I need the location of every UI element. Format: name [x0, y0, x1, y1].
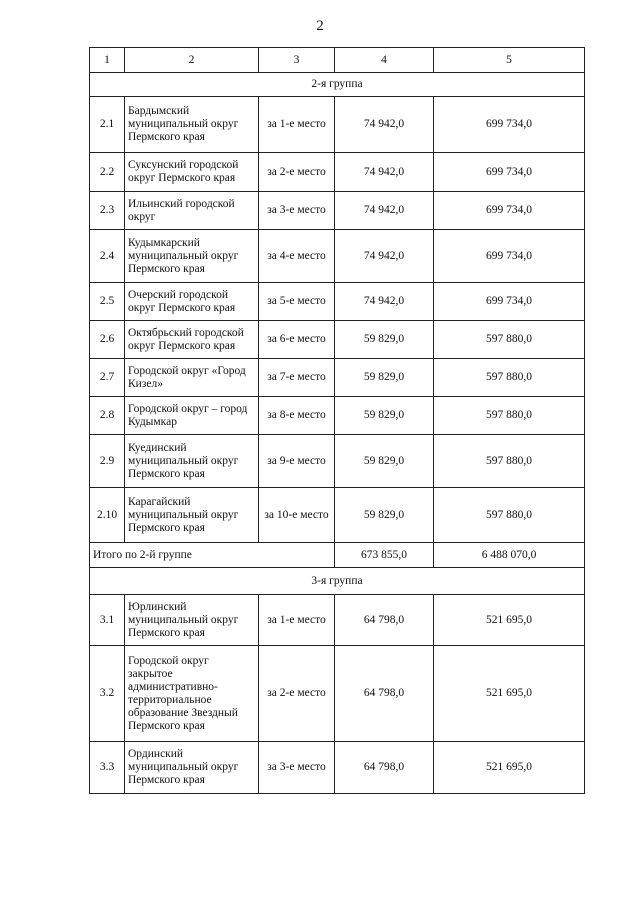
- header-cell: 1: [90, 48, 125, 73]
- row-number: 2.8: [90, 397, 125, 435]
- row-number: 3.2: [90, 646, 125, 742]
- place-cell: за 5-е место: [259, 283, 335, 321]
- place-cell: за 10-е место: [259, 488, 335, 543]
- amount-cell: 74 942,0: [335, 192, 434, 230]
- group-title: 2-я группа: [90, 73, 585, 97]
- municipality-name: Карагайский муниципальный округ Пермского края: [125, 488, 259, 543]
- allocation-table: [89, 47, 585, 794]
- row-number: 2.5: [90, 283, 125, 321]
- municipality-name: Суксунский городской округ Пермского края: [125, 153, 259, 192]
- table-row: [90, 646, 585, 742]
- total-row: [90, 543, 585, 568]
- total-label: Итого по 2-й группе: [90, 543, 335, 568]
- amount-cell: 597 880,0: [434, 488, 585, 543]
- table-row: [90, 192, 585, 230]
- row-number: 2.9: [90, 435, 125, 488]
- amount-cell: 597 880,0: [434, 321, 585, 359]
- place-cell: за 3-е место: [259, 192, 335, 230]
- place-cell: за 2-е место: [259, 646, 335, 742]
- municipality-name: Ильинский городской округ: [125, 192, 259, 230]
- amount-cell: 699 734,0: [434, 283, 585, 321]
- header-cell: 2: [125, 48, 259, 73]
- amount-cell: 74 942,0: [335, 230, 434, 283]
- table-row: [90, 595, 585, 646]
- total-value: 6 488 070,0: [434, 543, 585, 568]
- table-row: [90, 397, 585, 435]
- municipality-name: Городской округ закрытое административно-территориальное образование Звездный Пермского края: [125, 646, 259, 742]
- place-cell: за 1-е место: [259, 97, 335, 153]
- place-cell: за 1-е место: [259, 595, 335, 646]
- row-number: 2.6: [90, 321, 125, 359]
- amount-cell: 521 695,0: [434, 742, 585, 794]
- amount-cell: 521 695,0: [434, 646, 585, 742]
- row-number: 2.10: [90, 488, 125, 543]
- table-row: [90, 435, 585, 488]
- place-cell: за 4-е место: [259, 230, 335, 283]
- municipality-name: Очерский городской округ Пермского края: [125, 283, 259, 321]
- group-title: 3-я группа: [90, 568, 585, 595]
- table-row: [90, 359, 585, 397]
- header-cell: 4: [335, 48, 434, 73]
- row-number: 3.3: [90, 742, 125, 794]
- amount-cell: 597 880,0: [434, 397, 585, 435]
- amount-cell: 74 942,0: [335, 97, 434, 153]
- municipality-name: Юрлинский муниципальный округ Пермского края: [125, 595, 259, 646]
- place-cell: за 2-е место: [259, 153, 335, 192]
- place-cell: за 9-е место: [259, 435, 335, 488]
- municipality-name: Октябрьский городской округ Пермского края: [125, 321, 259, 359]
- table-row: [90, 230, 585, 283]
- municipality-name: Куединский муниципальный округ Пермского края: [125, 435, 259, 488]
- amount-cell: 59 829,0: [335, 397, 434, 435]
- amount-cell: 59 829,0: [335, 435, 434, 488]
- table-row: [90, 283, 585, 321]
- header-cell: 3: [259, 48, 335, 73]
- row-number: 2.4: [90, 230, 125, 283]
- amount-cell: 521 695,0: [434, 595, 585, 646]
- row-number: 2.7: [90, 359, 125, 397]
- amount-cell: 74 942,0: [335, 283, 434, 321]
- place-cell: за 3-е место: [259, 742, 335, 794]
- amount-cell: 59 829,0: [335, 359, 434, 397]
- amount-cell: 74 942,0: [335, 153, 434, 192]
- place-cell: за 6-е место: [259, 321, 335, 359]
- row-number: 2.3: [90, 192, 125, 230]
- total-value: 673 855,0: [335, 543, 434, 568]
- amount-cell: 597 880,0: [434, 435, 585, 488]
- amount-cell: 64 798,0: [335, 646, 434, 742]
- amount-cell: 64 798,0: [335, 742, 434, 794]
- amount-cell: 699 734,0: [434, 192, 585, 230]
- table-row: [90, 488, 585, 543]
- amount-cell: 64 798,0: [335, 595, 434, 646]
- table-row: [90, 321, 585, 359]
- header-row: [90, 48, 585, 73]
- header-cell: 5: [434, 48, 585, 73]
- group-heading-row: [90, 73, 585, 97]
- amount-cell: 59 829,0: [335, 488, 434, 543]
- amount-cell: 699 734,0: [434, 230, 585, 283]
- table-row: [90, 97, 585, 153]
- table-row: [90, 742, 585, 794]
- table-row: [90, 153, 585, 192]
- municipality-name: Бардымский муниципальный округ Пермского края: [125, 97, 259, 153]
- row-number: 2.1: [90, 97, 125, 153]
- place-cell: за 8-е место: [259, 397, 335, 435]
- row-number: 3.1: [90, 595, 125, 646]
- amount-cell: 59 829,0: [335, 321, 434, 359]
- group-heading-row: [90, 568, 585, 595]
- municipality-name: Ординский муниципальный округ Пермского края: [125, 742, 259, 794]
- municipality-name: Городской округ – город Кудымкар: [125, 397, 259, 435]
- amount-cell: 699 734,0: [434, 153, 585, 192]
- page-number: 2: [316, 18, 324, 34]
- row-number: 2.2: [90, 153, 125, 192]
- place-cell: за 7-е место: [259, 359, 335, 397]
- municipality-name: Городской округ «Город Кизел»: [125, 359, 259, 397]
- amount-cell: 699 734,0: [434, 97, 585, 153]
- amount-cell: 597 880,0: [434, 359, 585, 397]
- municipality-name: Кудымкарский муниципальный округ Пермского края: [125, 230, 259, 283]
